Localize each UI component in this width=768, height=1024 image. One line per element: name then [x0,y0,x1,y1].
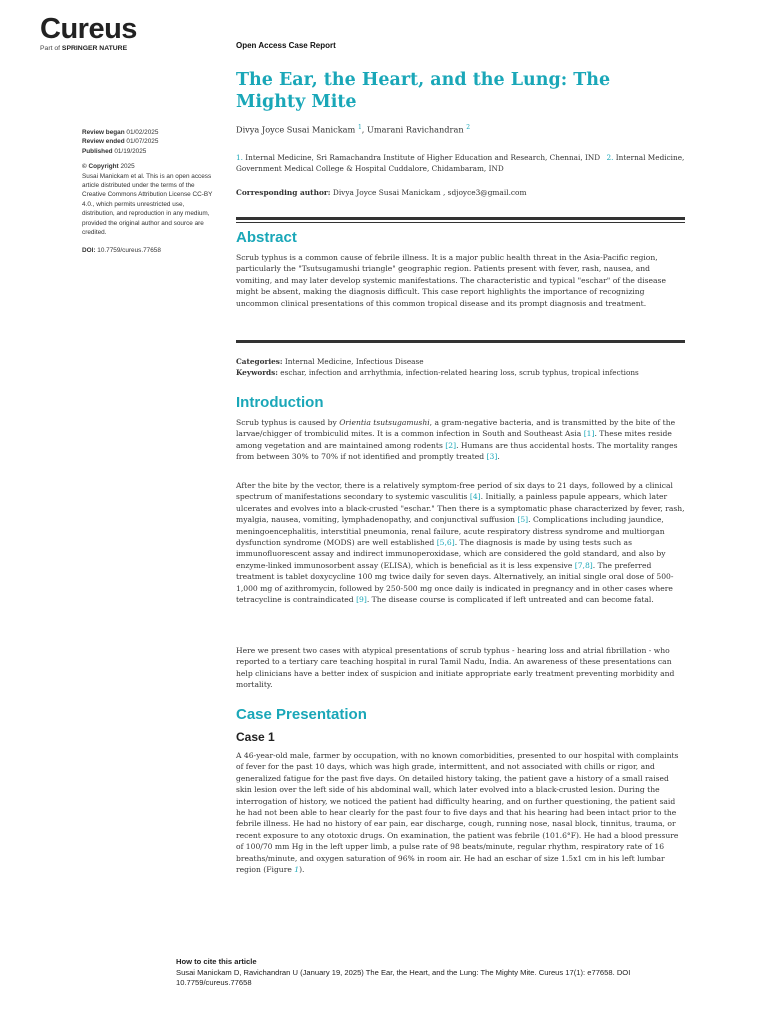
categories-keywords [236,356,696,378]
article-title: The Ear, the Heart, and the Lung: The Mighty Mite [236,70,611,112]
introduction-heading: Introduction [236,394,324,411]
author-2-affil[interactable]: 2 [466,124,471,131]
review-ended: Review ended 01/07/2025 [82,138,159,146]
copyright-block: © Copyright 2025 Susai Manickam et al. This is an open access article distributed under the terms of the Creative Commons Attribution License CC-BY 4.0., which permits unrestricted use, distribution, and reproduction in any medium, provided the original author and source are credited. [82,163,213,237]
affiliation-1: Internal Medicine, Sri Ramachandra Institute of Higher Education and Research, Chennai, IND [245,153,601,162]
sidebar-metadata [82,128,214,262]
case-1-paragraph: A 46-year-old male, farmer by occupation, with no known comorbidities, presented to our hospital with complaints of fever for the past 10 days, which was high grade, intermittent, and not associated with chills or rigor, and generalized fatigue for the past five days. On detailed history taking, the patient gave a history of a small raised skin lesion over the left side of his abdominal wall, which later evolved into a black-crusted lesion. During the interrogation of history, we noticed the patient had difficulty hearing, and on further questioning, the patient said he had not been able to hear clearly for the past four to five days and that his hearing had been intact prior to the febrile illness. He had no history of ear pain, ear discharge, cough, running nose, nasal block, tinnitus, trauma, or recent exposure to any ototoxic drugs. On examination, the patient was febrile (101.6°F). He had a blood pressure of 100/70 mm Hg in the left upper limb, a pulse rate of 98 beats/minute, regular rhythm, respiratory rate of 16 breaths/minute, and oxygen saturation of 96% in room air. He had an eschar of size 1.5x1 cm in his left lumbar region (Figure 1). [236,751,679,875]
citation-footer [176,957,696,989]
affiliation-2: Internal Medicine, Government Medical College & Hospital Cuddalore, Chidambaram, IND [236,153,685,173]
doi: DOI: 10.7759/cureus.77658 [82,247,161,255]
reference-link[interactable]: [4] [469,492,481,502]
reference-link[interactable]: [3] [486,452,498,462]
divider-top-thin [236,222,685,223]
doi-link[interactable]: 10.7759/cureus.77658 [97,247,161,255]
affiliations: 1. Internal Medicine, Sri Ramachandra Institute of Higher Education and Research, Chennai, IND 2. Internal Medicine, Government Medical College & Hospital Cuddalore, Chidambaram, IND [236,153,685,173]
article-type: Open Access Case Report [236,41,336,50]
citation-heading: How to cite this article [176,957,257,966]
reference-link[interactable]: [1] [583,429,595,439]
intro-paragraph-3: Here we present two cases with atypical presentations of scrub typhus - hearing loss and atrial fibrillation - who reported to a tertiary care teaching hospital in rural Tamil Nadu, India. An awareness of these presentations can help clinicians have a better index of suspicion and initiate appropriate early treatment preventing morbidity and mortality. [236,646,675,690]
published-date: Published 01/19/2025 [82,147,147,155]
logo-subtitle: Part of SPRINGER NATURE [40,45,128,52]
corresponding-author: Corresponding author: Divya Joyce Susai Manickam , sdjoyce3@gmail.com [236,188,527,197]
divider-top [236,217,685,220]
reference-link[interactable]: [9] [356,595,367,605]
logo-wordmark: Cureus [40,13,137,45]
review-dates [82,128,214,156]
author-2[interactable]: Umarani Ravichandran [366,124,464,135]
abstract-heading: Abstract [236,229,297,246]
keywords: Keywords: eschar, infection and arrhythmia, infection-related hearing loss, scrub typhus, tropical infections [236,368,639,377]
reference-link[interactable]: [5,6] [436,538,455,548]
author-1-affil[interactable]: 1 [357,124,362,131]
intro-paragraph-2: After the bite by the vector, there is a relatively symptom-free period of six days to 21 days, followed by a clinical spectrum of manifestations secondary to systemic vasculitis [4]. Initially, a painless papule appears, which later ulcerates and evolves into a black-crusted "eschar." Then there is a symptomatic phase characterized by fever, rash, myalgia, nausea, vomiting, lymphadenopathy, and conjunctival suffusion [5]. Complications including jaundice, meningoencephalitis, interstitial pneumonia, renal failure, acute respiratory distress syndrome and multiorgan dysfunction syndrome (MODS) are well established [5,6]. The diagnosis is made by using tests such as immunofluorescent assay and indirect immunoperoxidase, which are considered the gold standard, and also by enzyme-linked immunosorbent assay (ELISA), which is beneficial as it is less expensive [7,8]. The preferred treatment is tablet doxycycline 100 mg twice daily for seven days. Alternatively, an initial single oral dose of 500-1,000 mg of azithromycin, followed by 250-500 mg once daily is indicated in pregnancy and in other cases where tetracycline is contraindicated [9]. The disease course is complicated if left untreated and can become fatal. [236,481,685,605]
figure-link[interactable]: 1 [294,865,300,875]
license-text: Susai Manickam et al. This is an open access article distributed under the terms of the Creative Commons Attribution License CC-BY 4.0., which permits unrestricted use, distribution, and reproduction in any medium, provided the original author and source are credited. [82,172,213,237]
cureus-logo[interactable] [40,14,137,52]
abstract-text: Scrub typhus is a common cause of febrile illness. It is a major public health threat in the Asia-Pacific region, particularly the "Tsutsugamushi triangle" geographic region. Patients present with fever, rash, nausea, and vomiting, and may later develop systemic manifestations. The characteristic and typical "eschar" of the disease might be absent, making the diagnosis difficult. This case report highlights the importance of recognizing uncommon clinical presentations of this common tropical disease and its prompt diagnosis and treatment. [236,253,666,308]
divider-abstract [236,340,685,343]
case-presentation-heading: Case Presentation [236,706,367,723]
review-began: Review began 01/02/2025 [82,129,159,136]
citation-text: Susai Manickam D, Ravichandran U (January 19, 2025) The Ear, the Heart, and the Lung: The Mighty Mite. Cureus 17(1): e77658. DOI 10.7759/cureus.77658 [176,967,631,988]
case-1-heading: Case 1 [236,730,275,744]
categories: Categories: Internal Medicine, Infectious Disease [236,357,424,366]
author-1[interactable]: Divya Joyce Susai Manickam [236,124,356,135]
intro-paragraph-1: Scrub typhus is caused by Orientia tsutsugamushi, a gram-negative bacteria, and is transmitted by the bite of the larvae/chigger of trombiculid mites. It is a common infection in South and Southeast Asia [1]. These mites reside among vegetation and are maintained among rodents [2]. Humans are thus accidental hosts. The mortality ranges from between 30% to 70% if not identified and promptly treated [3]. [236,418,678,462]
reference-link[interactable]: [7,8] [574,560,593,570]
reference-link[interactable]: [2] [445,440,457,450]
reference-link[interactable]: [5] [517,515,529,525]
author-list: Divya Joyce Susai Manickam $^1$, Umarani Ravichandran $^2$ [236,124,471,135]
